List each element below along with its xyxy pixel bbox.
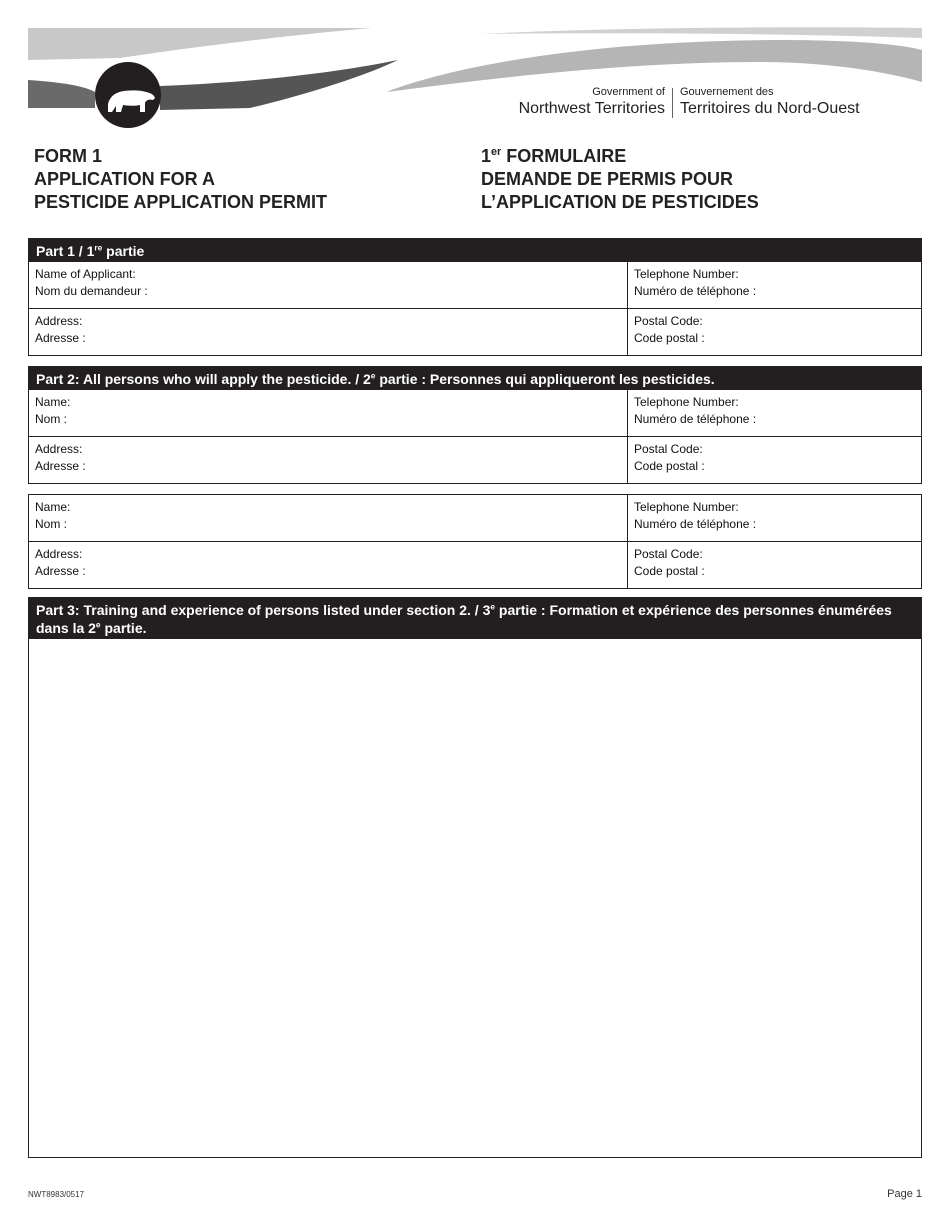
title-fr-sup: er	[491, 146, 502, 158]
field-label: Nom :	[35, 412, 68, 426]
field-label: Telephone Number:	[634, 500, 739, 514]
field-label: Telephone Number:	[634, 395, 739, 409]
gov-en-small: Government of	[592, 86, 665, 98]
field-label: Telephone Number:	[634, 267, 739, 281]
part-3-header-text: Part 3: Training and experience of persons listed under section 2. / 3	[36, 602, 491, 618]
field-label: Adresse :	[35, 564, 86, 578]
part-1-header	[29, 239, 921, 262]
training-experience-field[interactable]	[29, 639, 921, 1157]
field-label: Nom du demandeur :	[35, 284, 148, 298]
field-label: Postal Code:	[634, 314, 703, 328]
part-2-person-2-block	[28, 494, 922, 589]
title-en-line-2: APPLICATION FOR A	[34, 169, 215, 189]
person-1-name-field[interactable]	[29, 390, 628, 436]
field-label: Code postal :	[634, 564, 705, 578]
gov-name-fr	[680, 86, 860, 118]
gov-fr-big: Territoires du Nord-Ouest	[680, 100, 860, 117]
part-2-header-text-b: partie : Personnes qui appliqueront les pesticides.	[375, 371, 715, 387]
field-label: Code postal :	[634, 331, 705, 345]
gov-fr-small: Gouvernement des	[680, 86, 774, 98]
part-3-header-text-c: partie.	[100, 620, 147, 636]
form-code: NWT8983/0517	[28, 1190, 85, 1199]
field-label: Adresse :	[35, 331, 86, 345]
gov-name-en	[519, 86, 665, 118]
field-label: Address:	[35, 442, 83, 456]
part-2-header	[29, 367, 921, 390]
title-en-line-1: FORM 1	[34, 146, 103, 166]
title-fr-line-1	[481, 145, 759, 168]
swoosh-light-top-right	[480, 27, 922, 38]
person-1-phone-field[interactable]	[628, 390, 921, 436]
part-2-row-address-1	[29, 436, 921, 483]
person-2-name-field[interactable]	[29, 495, 628, 541]
title-fr-rest: FORMULAIRE	[501, 146, 627, 166]
page-number: Page 1	[887, 1188, 922, 1200]
field-label: Numéro de téléphone :	[634, 412, 757, 426]
form-title-fr	[481, 145, 759, 214]
field-label: Name of Applicant:	[35, 267, 136, 281]
field-label: Address:	[35, 314, 83, 328]
title-fr-line-2: DEMANDE DE PERMIS POUR	[481, 169, 734, 189]
person-2-address-field[interactable]	[29, 542, 628, 588]
title-fr-line-3: L’APPLICATION DE PESTICIDES	[481, 192, 759, 212]
field-label: Adresse :	[35, 459, 86, 473]
field-label: Name:	[35, 395, 71, 409]
part-1-row-name	[29, 262, 921, 308]
person-1-postal-field[interactable]	[628, 437, 921, 483]
field-label: Numéro de téléphone :	[634, 517, 757, 531]
part-1-row-address	[29, 308, 921, 355]
part-2-row-name-2	[29, 495, 921, 541]
part-1-section	[28, 238, 922, 356]
field-label: Name:	[35, 500, 71, 514]
part-3-header-sup: e	[490, 601, 496, 612]
part-3-section	[28, 597, 922, 1158]
field-label: Numéro de téléphone :	[634, 284, 757, 298]
person-1-address-field[interactable]	[29, 437, 628, 483]
field-label: Nom :	[35, 517, 68, 531]
applicant-address-field[interactable]	[29, 309, 628, 355]
part-2-section	[28, 366, 922, 484]
title-fr-num: 1	[481, 146, 492, 166]
swoosh-dark-center	[160, 60, 398, 110]
swoosh-light-right	[386, 40, 922, 92]
gov-en-big: Northwest Territories	[518, 100, 665, 117]
applicant-name-field[interactable]	[29, 262, 628, 308]
part-2-row-name-1	[29, 390, 921, 436]
swoosh-light-top	[28, 28, 372, 60]
person-2-phone-field[interactable]	[628, 495, 921, 541]
field-label: Address:	[35, 547, 83, 561]
field-label: Postal Code:	[634, 442, 703, 456]
swoosh-dark-left	[28, 80, 95, 108]
part-1-header-sup: re	[94, 242, 103, 253]
part-3-header-sup-2: e	[95, 619, 101, 630]
part-2-header-text: Part 2: All persons who will apply the pesticide. / 2	[36, 371, 371, 387]
applicant-phone-field[interactable]	[628, 262, 921, 308]
applicant-postal-field[interactable]	[628, 309, 921, 355]
part-3-header	[29, 598, 921, 639]
part-2-header-sup: e	[370, 370, 376, 381]
gov-divider	[672, 88, 673, 118]
part-1-header-text-b: partie	[102, 243, 145, 259]
part-2-row-address-2	[29, 541, 921, 588]
part-1-header-text: Part 1 / 1	[36, 243, 95, 259]
field-label: Postal Code:	[634, 547, 703, 561]
part-3-header-text-b: partie : Formation et expérience des personnes énumérées dans la 2	[36, 602, 892, 636]
polar-bear-logo	[95, 62, 161, 128]
person-2-postal-field[interactable]	[628, 542, 921, 588]
title-en-line-3: PESTICIDE APPLICATION PERMIT	[34, 192, 328, 212]
field-label: Code postal :	[634, 459, 705, 473]
form-title-en	[34, 145, 327, 214]
